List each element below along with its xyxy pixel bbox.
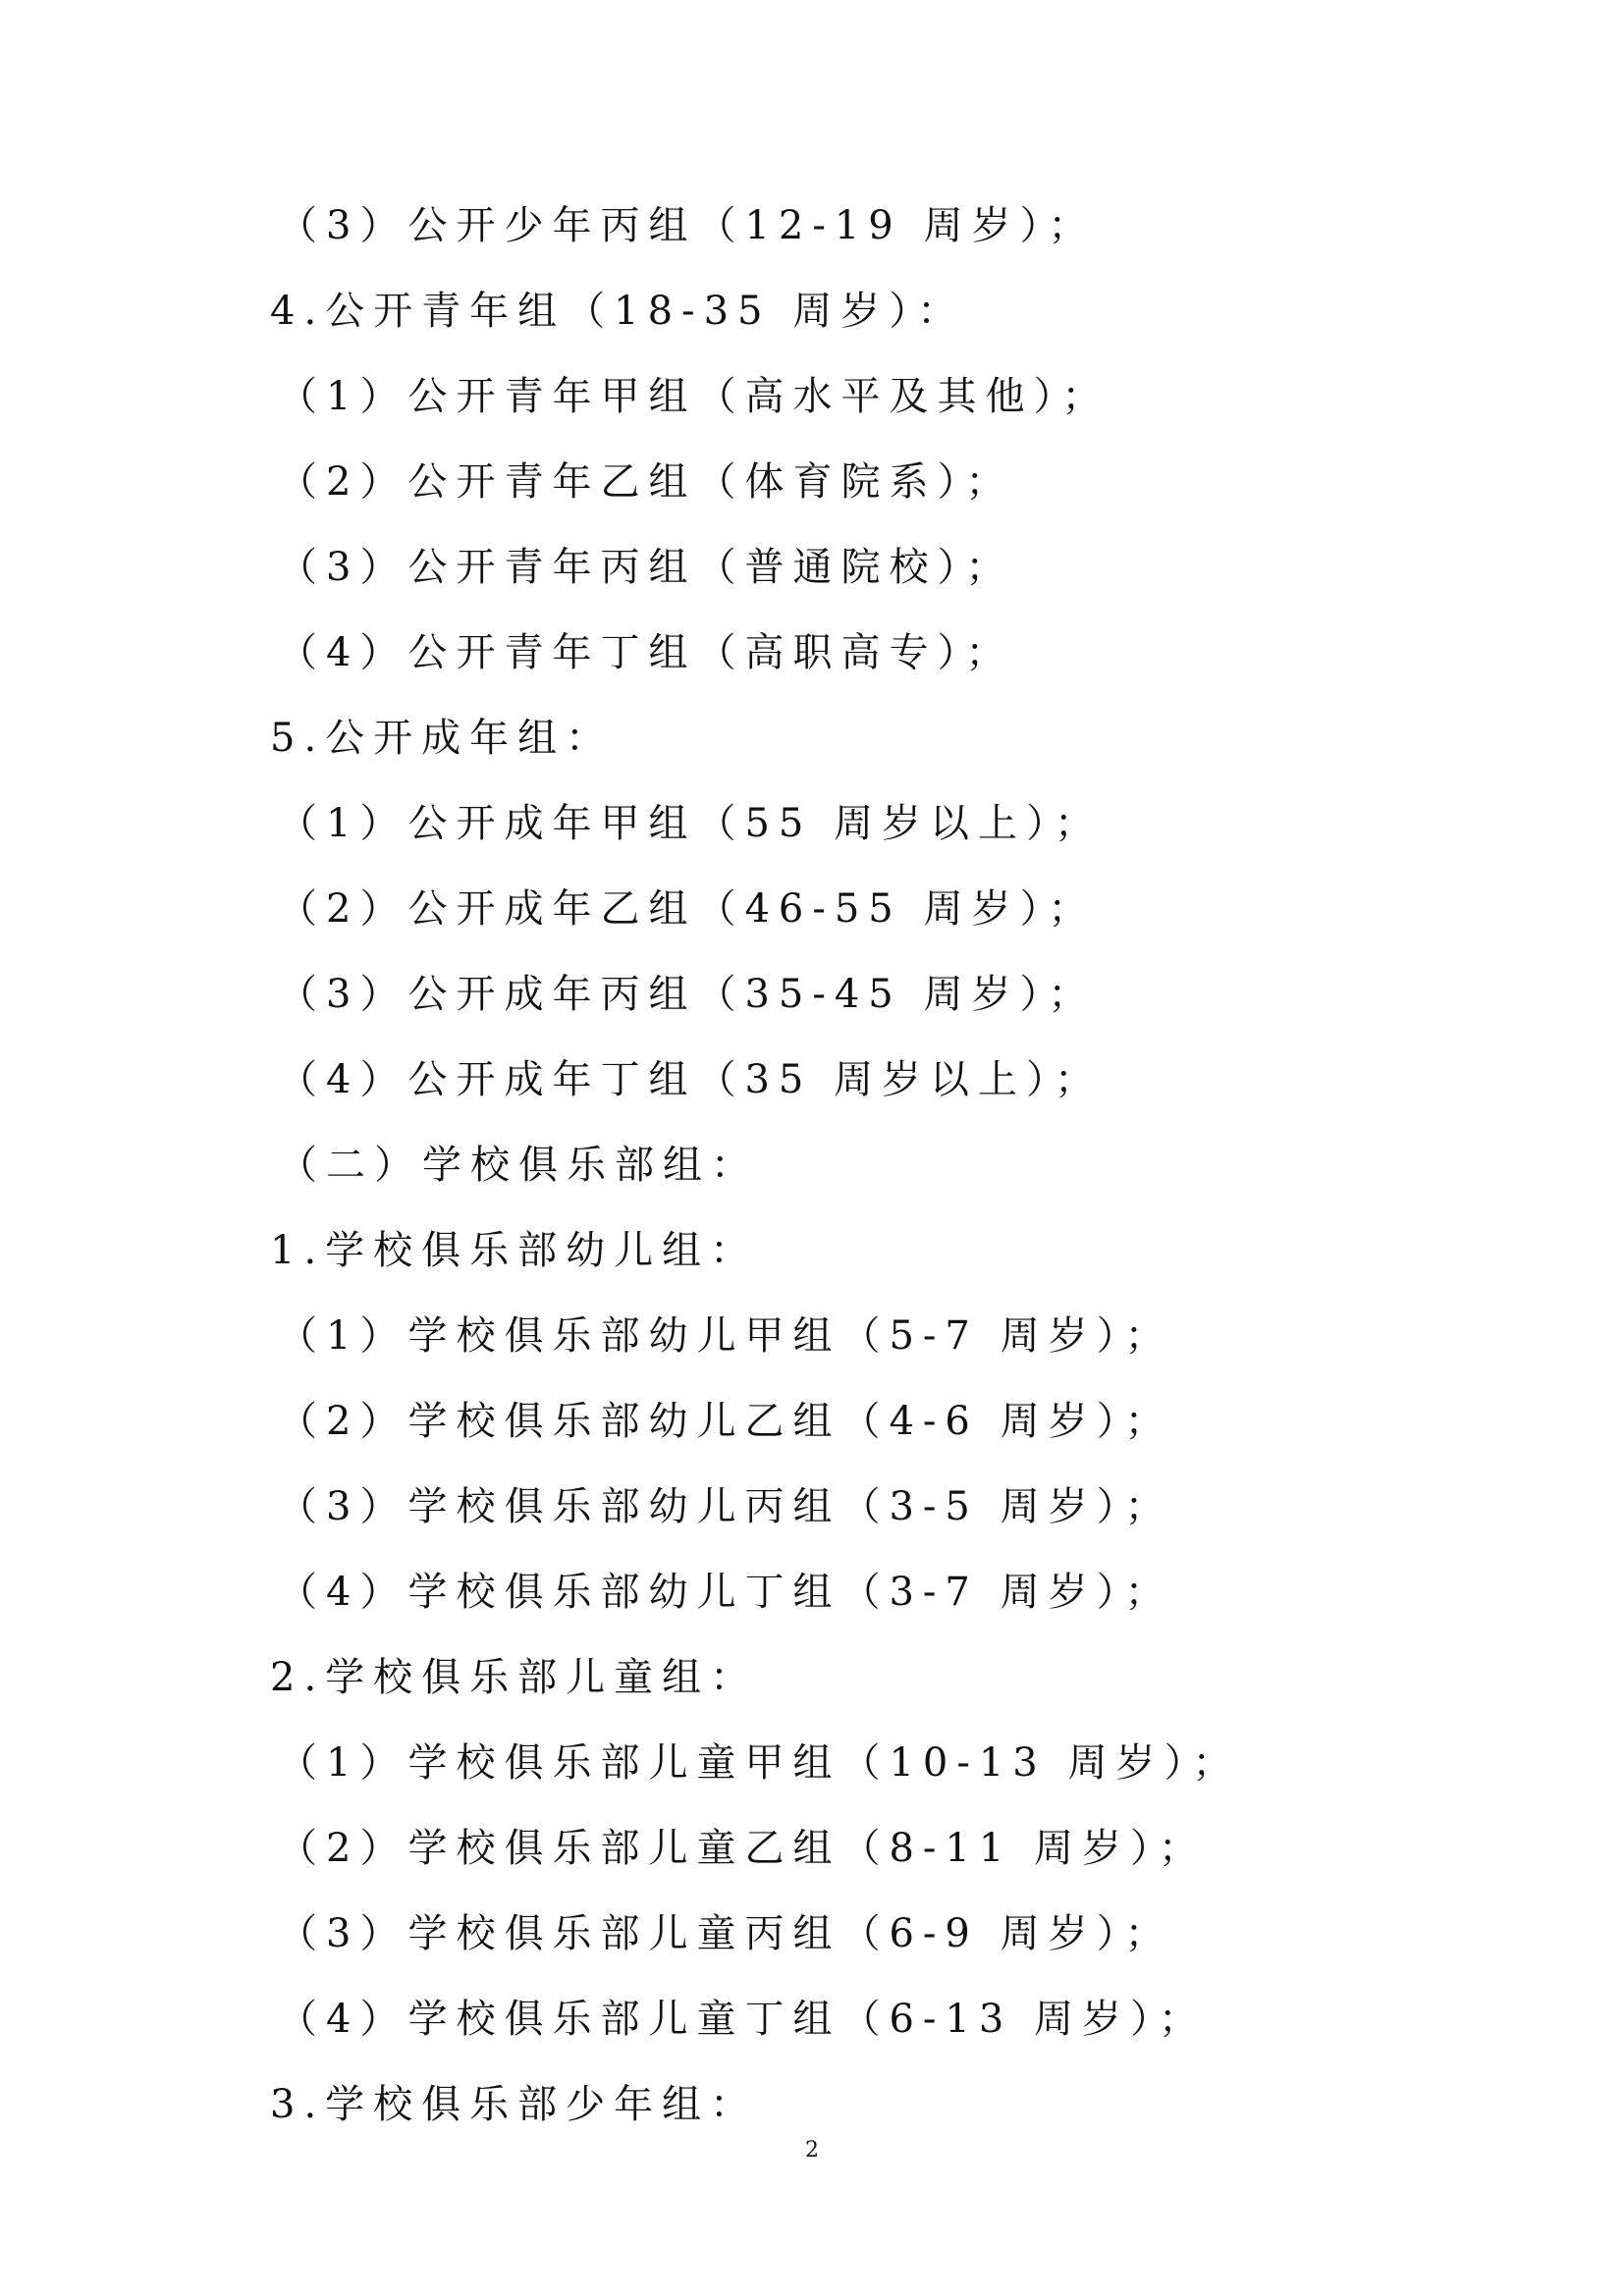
list-item: （3）公开青年丙组（普通院校）； — [278, 545, 1014, 590]
section-heading: 4.公开青年组（18-35 周岁）： — [270, 289, 966, 334]
section-heading: （二）学校俱乐部组： — [278, 1143, 759, 1188]
list-item: （1）学校俱乐部幼儿甲组（5-7 周岁）； — [278, 1313, 1173, 1359]
section-heading: 5.公开成年组： — [270, 716, 615, 761]
list-item: （4）学校俱乐部幼儿丁组（3-7 周岁）； — [278, 1570, 1173, 1615]
list-item: （4）学校俱乐部儿童丁组（6-13 周岁）； — [278, 1997, 1208, 2042]
list-item: （4）公开青年丁组（高职高专）； — [278, 630, 1014, 675]
list-item: （2）学校俱乐部幼儿乙组（4-6 周岁）； — [278, 1399, 1173, 1444]
section-heading: 2.学校俱乐部儿童组： — [270, 1655, 759, 1700]
list-item: （3）学校俱乐部儿童丙组（6-9 周岁）； — [278, 1911, 1173, 1956]
list-item: （2）学校俱乐部儿童乙组（8-11 周岁）； — [278, 1826, 1208, 1871]
list-item: （4）公开成年丁组（35 周岁以上）； — [278, 1057, 1104, 1102]
section-heading: 1.学校俱乐部幼儿组： — [270, 1228, 759, 1273]
page-number: 2 — [805, 2138, 819, 2163]
list-item: （3）学校俱乐部幼儿丙组（3-5 周岁）； — [278, 1484, 1173, 1529]
list-item: （1）公开成年甲组（55 周岁以上）； — [278, 801, 1104, 846]
list-item: （1）公开青年甲组（高水平及其他）； — [278, 374, 1110, 419]
list-item: （3）公开成年丙组（35-45 周岁）； — [278, 972, 1097, 1017]
section-heading: 3.学校俱乐部少年组： — [270, 2082, 759, 2127]
list-item: （1）学校俱乐部儿童甲组（10-13 周岁）； — [278, 1740, 1241, 1786]
list-item: （2）公开成年乙组（46-55 周岁）； — [278, 886, 1097, 932]
list-item: （2）公开青年乙组（体育院系）； — [278, 459, 1014, 505]
list-item: （3）公开少年丙组（12-19 周岁）； — [278, 203, 1097, 248]
